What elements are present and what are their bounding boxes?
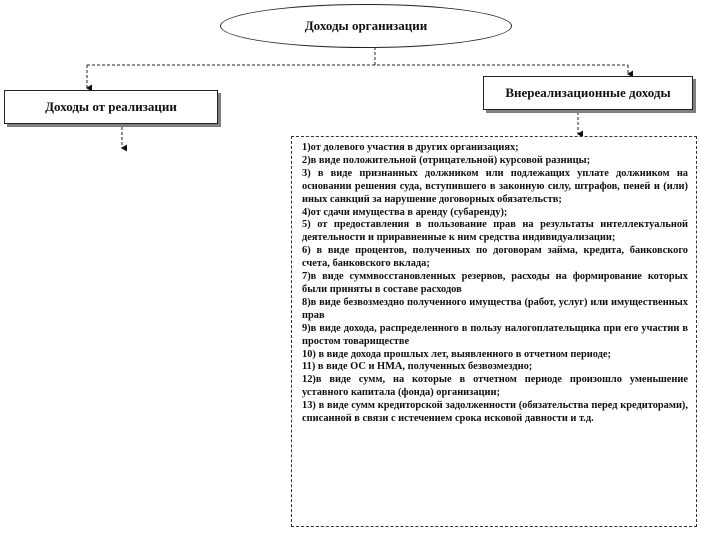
root-node-label: Доходы организации: [304, 18, 428, 33]
list-item: 8)в виде безвозмездно полученного имущества (работ, услуг) или имущественных прав: [302, 296, 688, 321]
non-operating-income-label: Внереализационные доходы: [505, 85, 671, 100]
list-item: 3) в виде признанных должником или подлежащих уплате должником на основании решения суда, вступившего в законную силу, штрафов, пеней и (или) иных санкций за нарушение договорных обязательств;: [302, 167, 688, 205]
list-item: 1)от долевого участия в других организациях;: [302, 142, 519, 153]
list-item: 13) в виде сумм кредиторской задолженности (обязательства перед кредиторами), списанной в связи с истечением срока исковой давности и т.д.: [302, 400, 688, 425]
list-item: 7)в виде суммвосстановленных резервов, расходы на формирование которых были приняты в составе расходов: [302, 271, 688, 295]
list-item: 11) в виде ОС и НМА, полученных безвозмездно;: [302, 361, 533, 373]
sales-income-box: [4, 90, 218, 124]
sales-income-label: Доходы от реализации: [45, 99, 177, 114]
list-item: 10) в виде дохода прошлых лет, выявленного в отчетном периоде;: [302, 348, 611, 360]
root-node: [220, 4, 512, 48]
list-item: 5) от предоставления в пользование прав на результаты интеллектуальной деятельности и приравненные к ним средства индивидуализации;: [302, 219, 688, 244]
non-operating-income-box: [483, 76, 693, 110]
list-item: 4)от сдачи имущества в аренду (субаренду);: [302, 206, 508, 218]
list-item: 6) в виде процентов, полученных по договорам займа, кредита, банковского счета, банковского вклада;: [302, 245, 688, 270]
list-item: 2)в виде положительной (отрицательной) курсовой разницы;: [302, 154, 591, 166]
list-item: 9)в виде дохода, распределенного в пользу налогоплательщика при его участии в простом товариществе: [302, 322, 688, 347]
list-item: 12)в виде сумм, на которые в отчетном периоде произошло уменьшение уставного капитала (фонда) организации;: [302, 374, 688, 399]
non-operating-items-list: [291, 136, 697, 527]
